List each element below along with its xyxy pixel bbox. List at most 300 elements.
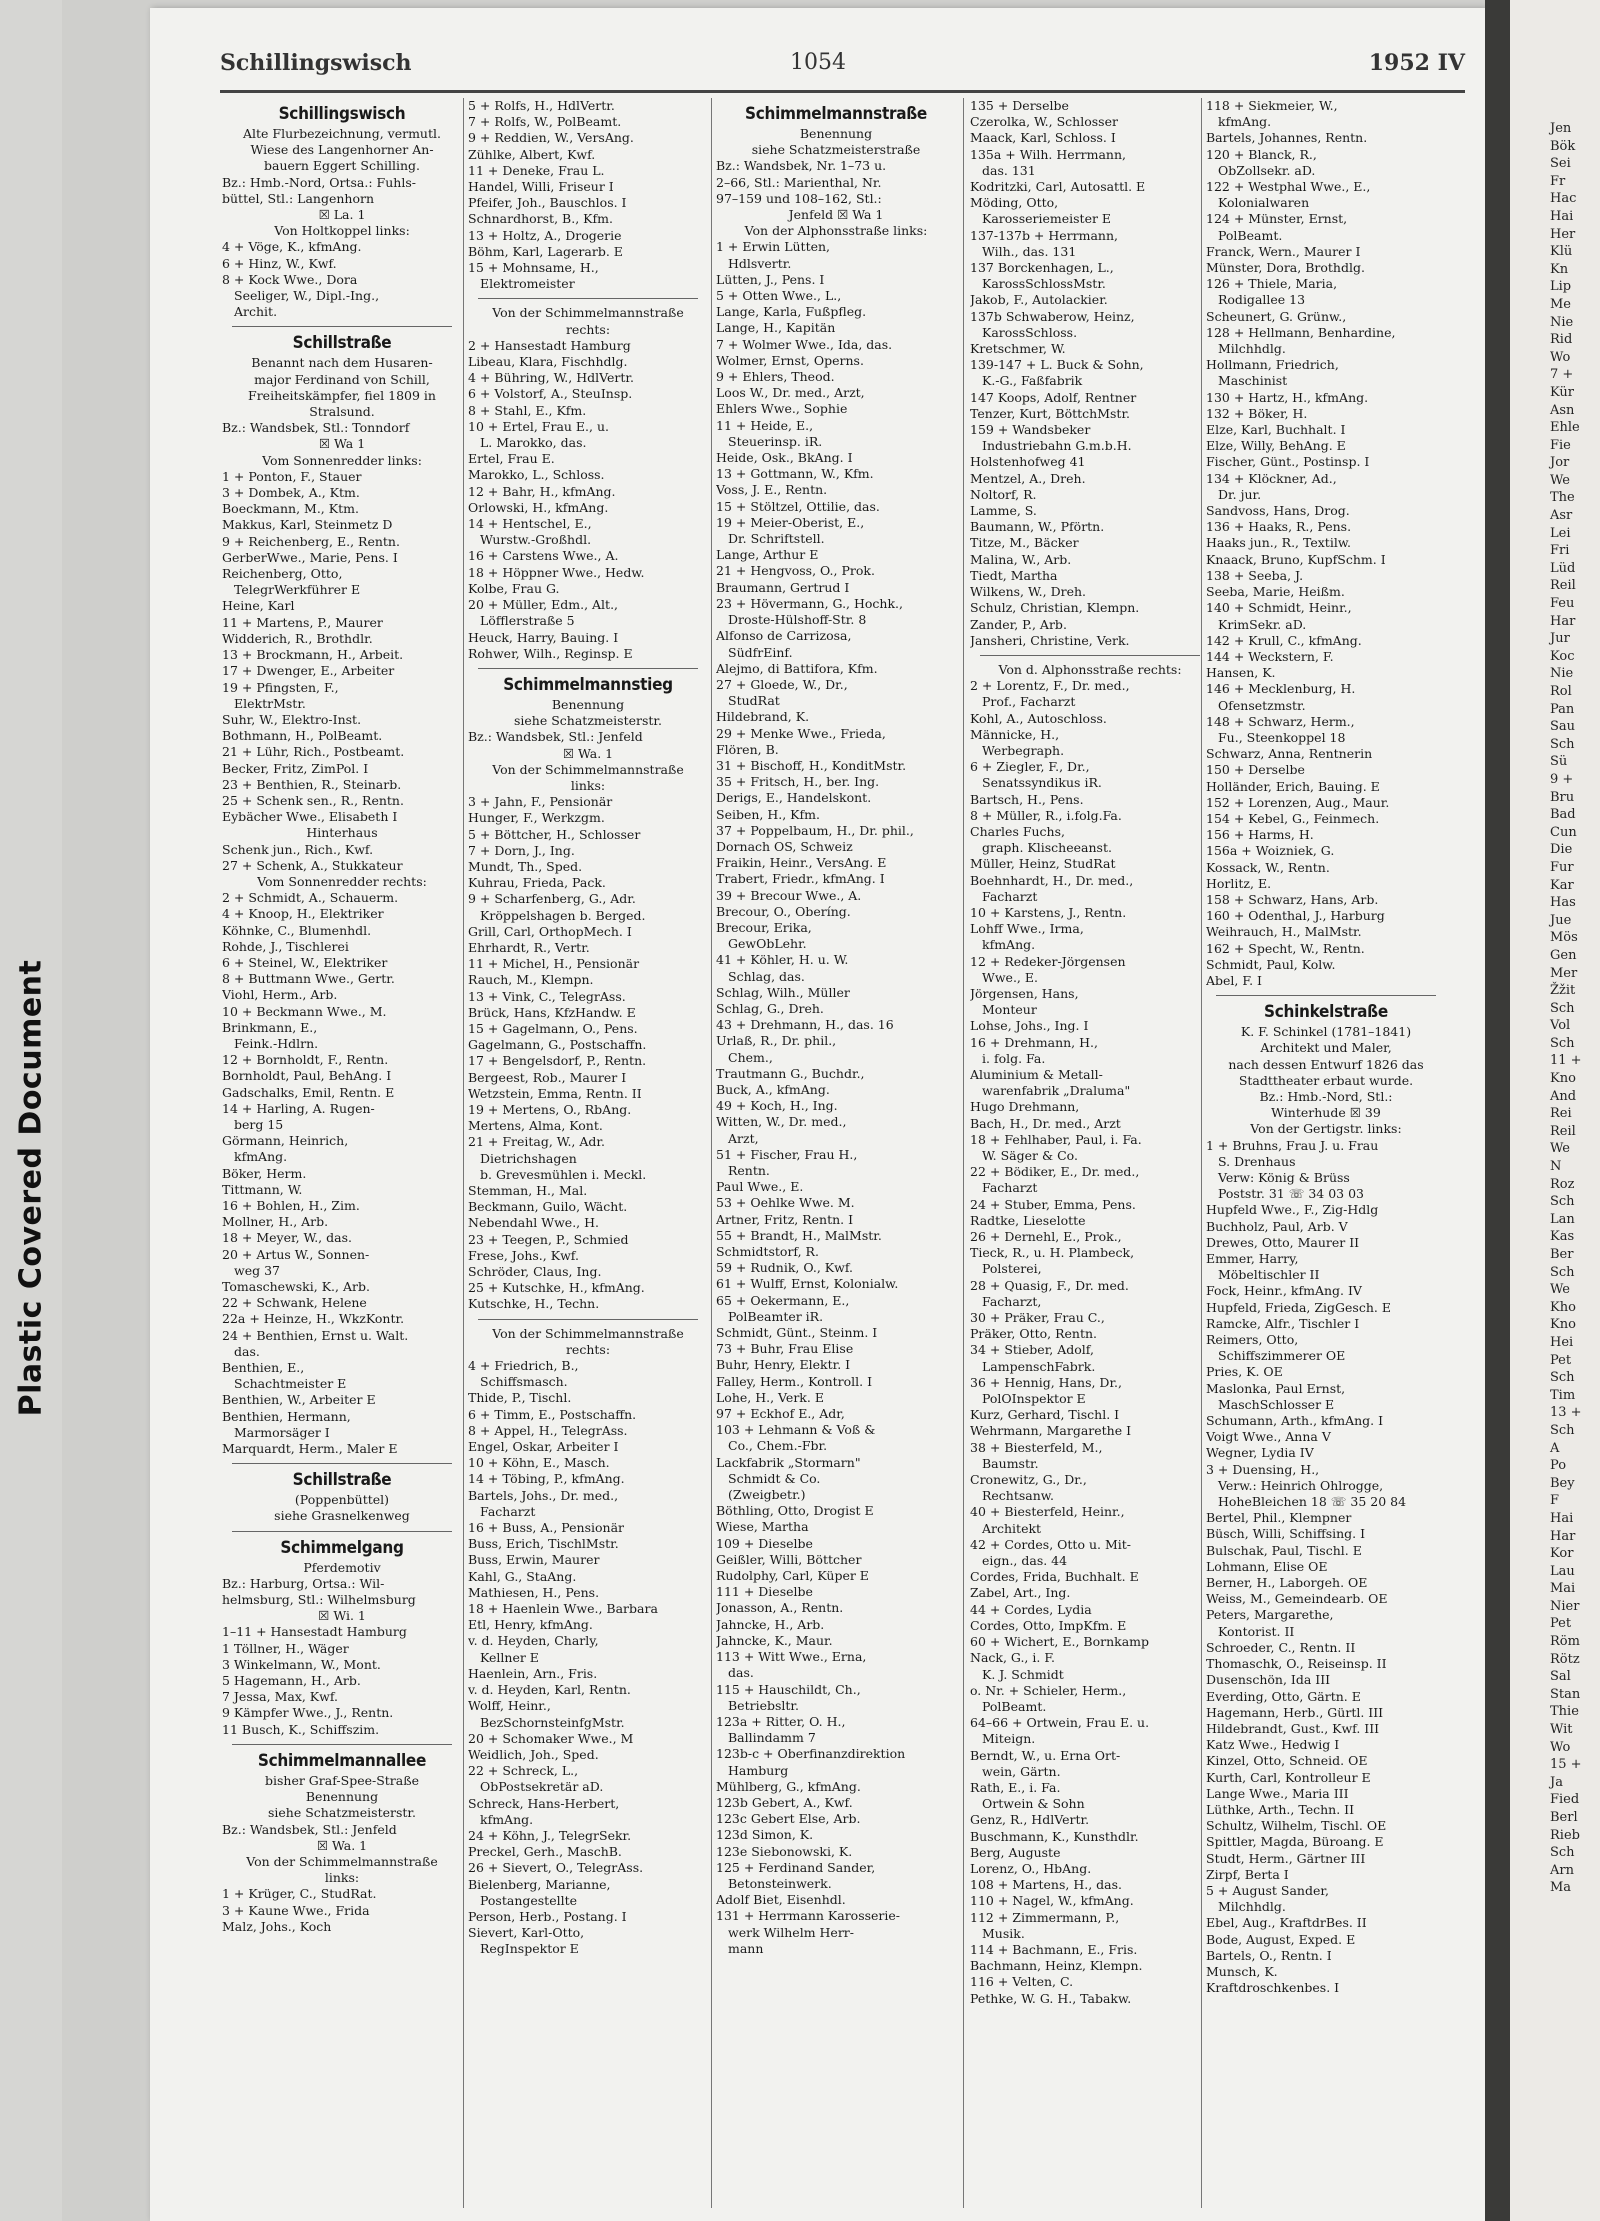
resident-entry: Weidlich, Joh., Sped. — [468, 1746, 599, 1762]
resident-entry: 147 Koops, Adolf, Rentner — [970, 389, 1137, 405]
facing-page-line: Kas — [1550, 1229, 1575, 1245]
entry-continuation: KarossSchloss. — [982, 324, 1078, 340]
resident-entry: Böthling, Otto, Drogist E — [716, 1503, 874, 1519]
facing-page-line: Reil — [1550, 1123, 1576, 1139]
resident-entry: Holstenhofweg 41 — [970, 454, 1086, 470]
resident-entry: 25 + Kutschke, H., kfmAng. — [468, 1280, 645, 1296]
facing-page-line: 13 + — [1550, 1405, 1582, 1421]
resident-entry: 11 + Heide, E., — [716, 417, 814, 433]
street-note: siehe Grasnelkenweg — [274, 1508, 410, 1524]
resident-entry: Mollner, H., Arb. — [222, 1214, 329, 1230]
resident-entry: Grill, Carl, OrthopMech. I — [468, 923, 632, 939]
section-divider — [478, 668, 698, 669]
resident-entry: Bz.: Wandsbek, Nr. 1–73 u. — [716, 158, 887, 174]
resident-entry: 135a + Wilh. Herrmann, — [970, 146, 1126, 162]
resident-entry: Voss, J. E., Rentn. — [716, 482, 828, 498]
resident-entry: 25 + Schenk sen., R., Rentn. — [222, 792, 404, 808]
resident-entry: Baumann, W., Pförtn. — [970, 519, 1105, 535]
resident-entry: Schmidtstorf, R. — [716, 1244, 819, 1260]
entry-continuation: kfmAng. — [1218, 114, 1272, 130]
resident-entry: Zabel, Art., Ing. — [970, 1585, 1071, 1601]
resident-entry: Brück, Hans, KfzHandw. E — [468, 1004, 636, 1020]
facing-page-line: Har — [1550, 613, 1576, 629]
resident-entry: Kahl, G., StaAng. — [468, 1568, 577, 1584]
entry-continuation: kfmAng. — [480, 1811, 534, 1827]
entry-continuation: Facharzt — [480, 1503, 536, 1519]
resident-entry: Cordes, Otto, ImpKfm. E — [970, 1617, 1127, 1633]
entry-continuation: kfmAng. — [234, 1149, 288, 1165]
resident-entry: Mundt, Th., Sped. — [468, 858, 583, 874]
section-divider — [232, 1463, 452, 1464]
resident-entry: Tenzer, Kurt, BöttchMstr. — [970, 405, 1131, 421]
facing-page-line: Pet — [1550, 1352, 1572, 1368]
resident-entry: Knaack, Bruno, KupfSchm. I — [1206, 551, 1386, 567]
resident-entry: Schenk jun., Rich., Kwf. — [222, 841, 374, 857]
street-note: Vom Sonnenredder rechts: — [257, 873, 427, 889]
resident-entry: 130 + Hartz, H., kfmAng. — [1206, 389, 1369, 405]
resident-entry: Wetzstein, Emma, Rentn. II — [468, 1085, 642, 1101]
entry-continuation: Steuerinsp. iR. — [728, 433, 823, 449]
entry-continuation: Rentn. — [728, 1163, 770, 1178]
facing-page-line: Sch — [1550, 1422, 1575, 1438]
resident-entry: GerberWwe., Marie, Pens. I — [222, 549, 398, 565]
resident-entry: 53 + Oehlke Wwe. M. — [716, 1195, 855, 1211]
page-number: 1054 — [790, 50, 846, 75]
resident-entry: 8 + Kock Wwe., Dora — [222, 271, 358, 287]
resident-entry: büttel, Stl.: Langenhorn — [222, 190, 375, 206]
entry-continuation: Ballindamm 7 — [728, 1730, 816, 1746]
resident-entry: 6 + Timm, E., Postschaffn. — [468, 1406, 637, 1422]
facing-page-line: Rid — [1550, 332, 1573, 348]
resident-entry: Bertel, Phil., Klempner — [1206, 1510, 1352, 1526]
page-header — [220, 50, 1465, 80]
resident-entry: Tiedt, Martha — [970, 567, 1058, 583]
resident-entry: Kurz, Gerhard, Tischl. I — [970, 1407, 1120, 1423]
resident-entry: Bach, H., Dr. med., Arzt — [970, 1115, 1121, 1131]
resident-entry: Everding, Otto, Gärtn. E — [1206, 1688, 1361, 1704]
resident-entry: 21 + Hengvoss, O., Prok. — [716, 563, 875, 579]
resident-entry: 97–159 und 108–162, Stl.: — [716, 190, 882, 206]
facing-page-line: Jor — [1550, 455, 1570, 471]
resident-entry: Studt, Herm., Gärtner III — [1206, 1850, 1366, 1866]
resident-entry: Sievert, Karl-Otto, — [468, 1925, 585, 1941]
resident-entry: 15 + Mohnsame, H., — [468, 260, 599, 276]
facing-page-line: Thie — [1550, 1704, 1579, 1720]
resident-entry: 13 + Vink, C., TelegrAss. — [468, 988, 626, 1004]
resident-entry: 156 + Harms, H. — [1206, 827, 1314, 843]
resident-entry: Berner, H., Laborgeh. OE — [1206, 1575, 1368, 1591]
resident-entry: Abel, F. I — [1206, 972, 1262, 988]
sidebar-label: Plastic Covered Document — [13, 959, 49, 1417]
resident-entry: Ehlers Wwe., Sophie — [716, 401, 848, 417]
entry-continuation: Architekt — [982, 1520, 1042, 1536]
resident-entry: 15 + Stöltzel, Ottilie, das. — [716, 498, 880, 514]
resident-entry: Bartels, Johannes, Rentn. — [1206, 130, 1368, 146]
resident-entry: 103 + Lehmann & Voß & — [716, 1422, 876, 1438]
entry-continuation: KrimSekr. aD. — [1218, 616, 1307, 632]
entry-continuation: das. — [728, 1665, 754, 1681]
entry-continuation: Verw: König & Brüss — [1218, 1170, 1350, 1185]
resident-entry: Dornach OS, Schweiz — [716, 838, 853, 854]
resident-entry: Ehrhardt, R., Vertr. — [468, 939, 590, 955]
resident-entry: Braumann, Gertrud I — [716, 579, 850, 595]
street-note: Von der Alphonsstraße links: — [744, 223, 928, 239]
street-heading: Schinkelstraße — [1264, 1002, 1388, 1023]
resident-entry: 140 + Schmidt, Heinr., — [1206, 600, 1352, 616]
resident-entry: Büsch, Willi, Schiffsing. I — [1206, 1526, 1366, 1542]
street-note: Benannt nach dem Husaren- — [251, 355, 433, 371]
entry-continuation: Maschinist — [1218, 373, 1288, 389]
entry-continuation: Kellner E — [480, 1649, 539, 1665]
resident-entry: Mentzel, A., Dreh. — [970, 470, 1086, 486]
entry-continuation: Droste-Hülshoff-Str. 8 — [728, 612, 867, 628]
facing-page-line: Nier — [1550, 1598, 1580, 1614]
resident-entry: 154 + Kebel, G., Feinmech. — [1206, 810, 1380, 826]
facing-page-line: Die — [1550, 842, 1573, 858]
entry-continuation: graph. Klischeeanst. — [982, 840, 1112, 856]
resident-entry: 159 + Wandsbeker — [970, 422, 1091, 438]
resident-entry: Bulschak, Paul, Tischl. E — [1206, 1542, 1362, 1558]
resident-entry: 110 + Nagel, W., kfmAng. — [970, 1893, 1134, 1909]
entry-continuation: weg 37 — [234, 1262, 280, 1278]
resident-entry: Widderich, R., Brothdlr. — [222, 630, 373, 646]
resident-entry: 162 + Specht, W., Rentn. — [1206, 940, 1365, 956]
resident-entry: 9 + Scharfenberg, G., Adr. — [468, 891, 636, 907]
resident-entry: Bachmann, Heinz, Klempn. — [970, 1958, 1143, 1974]
entry-continuation: Archit. — [234, 304, 278, 320]
street-note: Freiheitskämpfer, fiel 1809 in — [248, 387, 436, 403]
resident-entry: Schreck, Hans-Herbert, — [468, 1795, 620, 1811]
resident-entry: Flören, B. — [716, 741, 779, 757]
facing-page-line: Kar — [1550, 877, 1574, 893]
resident-entry: Lange, H., Kapitän — [716, 320, 836, 336]
resident-entry: 19 + Pfingsten, F., — [222, 679, 339, 695]
entry-continuation: i. folg. Fa. — [982, 1050, 1046, 1066]
facing-page-line: Has — [1550, 895, 1576, 911]
street-note: Von der Schimmelmannstraße — [492, 305, 684, 321]
facing-page-line: F — [1550, 1493, 1560, 1509]
resident-entry: 26 + Sievert, O., TelegrAss. — [468, 1860, 644, 1876]
resident-entry: 115 + Hauschildt, Ch., — [716, 1681, 861, 1697]
street-note: rechts: — [565, 321, 611, 337]
directory-page — [150, 8, 1485, 2221]
facing-page-line: Jur — [1550, 631, 1570, 647]
resident-entry: Brinkmann, E., — [222, 1019, 318, 1035]
resident-entry: Schlag, G., Dreh. — [716, 1000, 824, 1016]
resident-entry: 11 + Deneke, Frau L. — [468, 162, 605, 178]
resident-entry: Maslonka, Paul Ernst, — [1206, 1380, 1346, 1396]
entry-continuation: wein, Gärtn. — [982, 1763, 1061, 1779]
resident-entry: 6 + Volstorf, A., SteuInsp. — [468, 386, 633, 402]
resident-entry: 124 + Münster, Ernst, — [1206, 211, 1348, 227]
resident-entry: 13 + Gottmann, W., Kfm. — [716, 466, 874, 482]
resident-entry: 123a + Ritter, O. H., — [716, 1713, 846, 1729]
resident-entry: Artner, Fritz, Rentn. I — [716, 1211, 854, 1227]
facing-page-line: Reil — [1550, 578, 1576, 594]
resident-entry: Kurth, Carl, Kontrolleur E — [1206, 1769, 1371, 1785]
facing-page-line: Pan — [1550, 701, 1575, 717]
resident-entry: Thomaschk, O., Reiseinsp. II — [1206, 1656, 1387, 1672]
resident-entry: Buschmann, K., Kunsthdlr. — [970, 1828, 1139, 1844]
facing-page-line: Rieb — [1550, 1827, 1580, 1843]
facing-page-line: Jue — [1550, 912, 1572, 928]
resident-entry: Bz.: Wandsbek, Stl.: Jenfeld — [468, 729, 643, 745]
resident-entry: 36 + Hennig, Hans, Dr., — [970, 1374, 1123, 1390]
resident-entry: Munsch, K. — [1206, 1963, 1278, 1979]
resident-entry: Schnardhorst, B., Kfm. — [468, 211, 613, 227]
street-note: Bz.: Hmb.-Nord, Stl.: — [1259, 1088, 1393, 1104]
resident-entry: 2–66, Stl.: Marienthal, Nr. — [716, 174, 882, 190]
facing-page-text — [1510, 0, 1600, 1897]
resident-entry: Bz.: Hmb.-Nord, Ortsa.: Fuhls- — [222, 174, 416, 190]
facing-page-line: Arn — [1550, 1862, 1574, 1878]
entry-continuation: Marmorsäger I — [234, 1424, 330, 1440]
resident-entry: Marokko, L., Schloss. — [468, 467, 605, 483]
resident-entry: Lange, Arthur E — [716, 547, 819, 563]
resident-entry: 14 + Hentschel, E., — [468, 516, 592, 532]
street-note: Vom Sonnenredder links: — [262, 452, 422, 468]
resident-entry: 7 + Dorn, J., Ing. — [468, 842, 575, 858]
resident-entry: 20 + Schomaker Wwe., M — [468, 1730, 634, 1746]
entry-continuation: b. Grevesmühlen i. Meckl. — [480, 1166, 647, 1182]
resident-entry: 22 + Schreck, L., — [468, 1763, 579, 1779]
resident-entry: Kossack, W., Rentn. — [1206, 859, 1330, 875]
entry-continuation: ObPostsekretär aD. — [480, 1779, 604, 1795]
entry-continuation: K.-G., Faßfabrik — [982, 373, 1083, 389]
resident-entry: 128 + Hellmann, Benhardine, — [1206, 324, 1396, 340]
resident-entry: 5 + Otten Wwe., L., — [716, 288, 842, 304]
resident-entry: Weihrauch, H., MalMstr. — [1206, 924, 1362, 940]
resident-entry: Kraftdroschkenbes. I — [1206, 1980, 1340, 1996]
section-divider — [478, 1319, 698, 1320]
entry-continuation: Ortwein & Sohn — [982, 1796, 1085, 1812]
entry-continuation: Kontorist. II — [1218, 1623, 1295, 1639]
resident-entry: Lange, Karla, Fußpfleg. — [716, 304, 867, 320]
street-note: Jenfeld ☒ Wa 1 — [788, 207, 884, 223]
resident-entry: Bartels, Johs., Dr. med., — [468, 1487, 619, 1503]
resident-entry: Charles Fuchs, — [970, 823, 1065, 839]
facing-page-line: Lei — [1550, 525, 1571, 541]
resident-entry: Kuhrau, Frieda, Pack. — [468, 875, 606, 891]
facing-page-line: Fur — [1550, 859, 1574, 875]
entry-continuation: PolBeamter iR. — [728, 1308, 824, 1324]
resident-entry: 5 + Böttcher, H., Schlosser — [468, 826, 641, 842]
resident-entry: 144 + Weckstern, F. — [1206, 648, 1334, 664]
resident-entry: 12 + Redeker-Jörgensen — [970, 953, 1126, 969]
facing-page-line: A — [1550, 1440, 1560, 1456]
entry-continuation: MaschSchlosser E — [1218, 1396, 1335, 1412]
resident-entry: Dusenschön, Ida III — [1206, 1672, 1331, 1688]
resident-entry: 8 + Stahl, E., Kfm. — [468, 402, 587, 418]
resident-entry: Sandvoss, Hans, Drog. — [1206, 503, 1350, 519]
resident-entry: 3 + Dombek, A., Ktm. — [222, 485, 360, 501]
resident-entry: Radtke, Lieselotte — [970, 1212, 1086, 1228]
resident-entry: Boehnhardt, H., Dr. med., — [970, 872, 1134, 888]
resident-entry: Tieck, R., u. H. Plambeck, — [970, 1245, 1135, 1261]
resident-entry: Etl, Henry, kfmAng. — [468, 1617, 593, 1633]
facing-page-line: Kür — [1550, 384, 1575, 400]
resident-entry: 40 + Biesterfeld, Heinr., — [970, 1504, 1125, 1520]
entry-continuation: Facharzt — [982, 888, 1038, 904]
facing-page-line: Po — [1550, 1458, 1567, 1474]
resident-entry: 123c Gebert Else, Arb. — [716, 1811, 861, 1827]
resident-entry: Mertens, Alma, Kont. — [468, 1118, 603, 1134]
resident-entry: Libeau, Klara, Fischhdlg. — [468, 354, 628, 370]
resident-entry: 3 + Kaune Wwe., Frida — [222, 1902, 370, 1918]
entry-continuation: kfmAng. — [982, 937, 1036, 953]
resident-entry: Schumann, Arth., kfmAng. I — [1206, 1413, 1384, 1429]
resident-entry: 3 + Duensing, H., — [1206, 1461, 1320, 1477]
facing-page-line: Koc — [1550, 648, 1575, 664]
resident-entry: Heine, Karl — [222, 598, 295, 614]
resident-entry: 8 + Müller, R., i.folg.Fa. — [970, 807, 1122, 823]
resident-entry: Brecour, O., Oberíng. — [716, 903, 851, 919]
resident-entry: Münster, Dora, Brothdlg. — [1206, 260, 1365, 276]
facing-page-line: Sch — [1550, 736, 1575, 752]
entry-continuation: ElektrMstr. — [234, 695, 306, 711]
entry-continuation: Kolonialwaren — [1218, 195, 1310, 211]
street-note: Hinterhaus — [306, 825, 378, 841]
resident-entry: 126 + Thiele, Maria, — [1206, 276, 1338, 292]
resident-entry: Lohff Wwe., Irma, — [970, 921, 1084, 937]
resident-entry: 136 + Haaks, R., Pens. — [1206, 519, 1352, 535]
resident-entry: 44 + Cordes, Lydia — [970, 1601, 1092, 1617]
resident-entry: Schröder, Claus, Ing. — [468, 1264, 602, 1280]
facing-page-line: Stan — [1550, 1686, 1581, 1702]
resident-entry: Gadschalks, Emil, Rentn. E — [222, 1084, 395, 1100]
street-note: ☒ La. 1 — [318, 207, 366, 223]
resident-entry: Schwarz, Anna, Rentnerin — [1206, 746, 1373, 762]
resident-entry: 6 + Ziegler, F., Dr., — [970, 759, 1090, 775]
street-note: Benennung — [551, 696, 625, 712]
resident-entry: Möding, Otto, — [970, 195, 1059, 211]
entry-continuation: LampenschFabrk. — [982, 1358, 1096, 1374]
resident-entry: Lohe, H., Verk. E — [716, 1389, 824, 1405]
street-note: Von der Schimmelmannstraße — [246, 1853, 438, 1869]
resident-entry: Lütten, J., Pens. I — [716, 271, 825, 287]
resident-entry: Orlowski, H., kfmAng. — [468, 499, 609, 515]
resident-entry: 158 + Schwarz, Hans, Arb. — [1206, 891, 1379, 907]
entry-continuation: Elektromeister — [480, 276, 575, 292]
resident-entry: Peters, Margarethe, — [1206, 1607, 1334, 1623]
entry-continuation: L. Marokko, das. — [480, 435, 587, 451]
facing-page-line: Sch — [1550, 1194, 1575, 1210]
resident-entry: 65 + Oekermann, E., — [716, 1292, 850, 1308]
resident-entry: Jakob, F., Autolackier. — [970, 292, 1108, 308]
facing-page-line: Hai — [1550, 1510, 1574, 1526]
resident-entry: Emmer, Harry, — [1206, 1251, 1299, 1267]
resident-entry: Hildebrandt, Gust., Kwf. III — [1206, 1720, 1380, 1736]
resident-entry: 132 + Böker, H. — [1206, 405, 1308, 421]
resident-entry: Böker, Herm. — [222, 1165, 307, 1181]
resident-entry: Lackfabrik „Stormarn" — [716, 1454, 861, 1470]
resident-entry: Maack, Karl, Schloss. I — [970, 130, 1116, 146]
resident-entry: Rath, E., i. Fa. — [970, 1779, 1061, 1795]
entry-continuation: Facharzt — [982, 1180, 1038, 1196]
entry-continuation: RegInspektor E — [480, 1941, 579, 1957]
entry-continuation: Milchhdlg. — [1218, 341, 1286, 357]
entry-continuation: Möbeltischler II — [1218, 1267, 1320, 1283]
resident-entry: 19 + Meier-Oberist, E., — [716, 514, 865, 530]
facing-page-line: 9 + — [1550, 771, 1574, 787]
resident-entry: Stemman, H., Mal. — [468, 1183, 588, 1198]
facing-page-line: 7 + — [1550, 367, 1574, 383]
resident-entry: Schmidt, Günt., Steinm. I — [716, 1325, 878, 1341]
section-divider — [232, 1744, 452, 1745]
resident-entry: 16 + Bohlen, H., Zim. — [222, 1198, 360, 1213]
resident-entry: Zirpf, Berta I — [1206, 1866, 1289, 1882]
resident-entry: 122 + Westphal Wwe., E., — [1206, 179, 1371, 195]
entry-continuation: Schachtmeister E — [234, 1376, 347, 1392]
facing-page-line: Hac — [1550, 191, 1577, 207]
resident-entry: 8 + Buttmann Wwe., Gertr. — [222, 971, 395, 987]
resident-entry: Schultz, Wilhelm, Tischl. OE — [1206, 1818, 1387, 1834]
resident-entry: 123b Gebert, A., Kwf. — [716, 1794, 853, 1810]
facing-page-line: We — [1550, 472, 1570, 488]
resident-entry: 43 + Drehmann, H., das. 16 — [716, 1017, 894, 1033]
entry-continuation: Polsterei, — [982, 1261, 1042, 1277]
resident-entry: 137-137b + Herrmann, — [970, 227, 1118, 243]
resident-entry: Bz.: Harburg, Ortsa.: Wil- — [222, 1575, 385, 1591]
resident-entry: Suhr, W., Elektro-Inst. — [222, 711, 362, 727]
resident-entry: 135 + Derselbe — [970, 98, 1069, 113]
resident-entry: 60 + Wichert, E., Bornkamp — [970, 1634, 1150, 1650]
facing-page-line: Sei — [1550, 156, 1571, 172]
resident-entry: 11 + Michel, H., Pensionär — [468, 956, 640, 972]
column-divider — [463, 98, 464, 2208]
resident-entry: Präker, Otto, Rentn. — [970, 1326, 1098, 1342]
resident-entry: 11 + Martens, P., Maurer — [222, 614, 383, 630]
facing-page-line: Har — [1550, 1528, 1576, 1544]
column-divider — [963, 98, 964, 2208]
entry-continuation: mann — [728, 1940, 764, 1956]
street-note: Stadttheater erbaut wurde. — [1238, 1072, 1414, 1088]
resident-entry: Marquardt, Herm., Maler E — [222, 1441, 398, 1457]
resident-entry: 73 + Buhr, Frau Elise — [716, 1341, 854, 1357]
resident-entry: 160 + Odenthal, J., Harburg — [1206, 908, 1385, 924]
resident-entry: 31 + Bischoff, H., KonditMstr. — [716, 757, 907, 773]
resident-entry: Kohl, A., Autoschloss. — [970, 710, 1107, 726]
street-heading: Schillstraße — [292, 1470, 392, 1491]
street-note: Wiese des Langenhorner An- — [250, 142, 434, 158]
facing-page-line: Mer — [1550, 965, 1578, 981]
resident-entry: 17 + Bengelsdorf, P., Rentn. — [468, 1053, 647, 1069]
resident-entry: 3 + Jahn, F., Pensionär — [468, 794, 613, 810]
entry-continuation: Werbegraph. — [982, 742, 1065, 758]
resident-entry: 28 + Quasig, F., Dr. med. — [970, 1277, 1129, 1293]
facing-page-line: Rei — [1550, 1106, 1572, 1122]
entry-continuation: GewObLehr. — [728, 936, 807, 952]
entry-continuation: berg 15 — [234, 1116, 284, 1132]
facing-page-line: Fie — [1550, 437, 1571, 453]
resident-entry: 120 + Blanck, R., — [1206, 146, 1317, 162]
resident-entry: Rohwer, Wilh., Reginsp. E — [468, 645, 633, 661]
facing-page-line: Bey — [1550, 1475, 1575, 1491]
street-heading: Schimmelmannallee — [257, 1750, 427, 1771]
facing-page-line: Feu — [1550, 596, 1575, 612]
street-note: Von d. Alphonsstraße rechts: — [998, 661, 1182, 677]
resident-entry: Bielenberg, Marianne, — [468, 1876, 611, 1892]
entry-continuation: Co., Chem.-Fbr. — [728, 1438, 828, 1454]
resident-entry: Drewes, Otto, Maurer II — [1206, 1234, 1360, 1250]
resident-entry: 49 + Koch, H., Ing. — [716, 1098, 838, 1114]
resident-entry: 123d Simon, K. — [716, 1827, 814, 1843]
resident-entry: Cordes, Frida, Buchhalt. E — [970, 1569, 1139, 1585]
resident-entry: 21 + Freitag, W., Adr. — [468, 1134, 605, 1150]
facing-page-line: Roz — [1550, 1176, 1575, 1192]
resident-entry: Katz Wwe., Hedwig I — [1206, 1737, 1340, 1753]
resident-entry: 7 Jessa, Max, Kwf. — [222, 1689, 339, 1705]
